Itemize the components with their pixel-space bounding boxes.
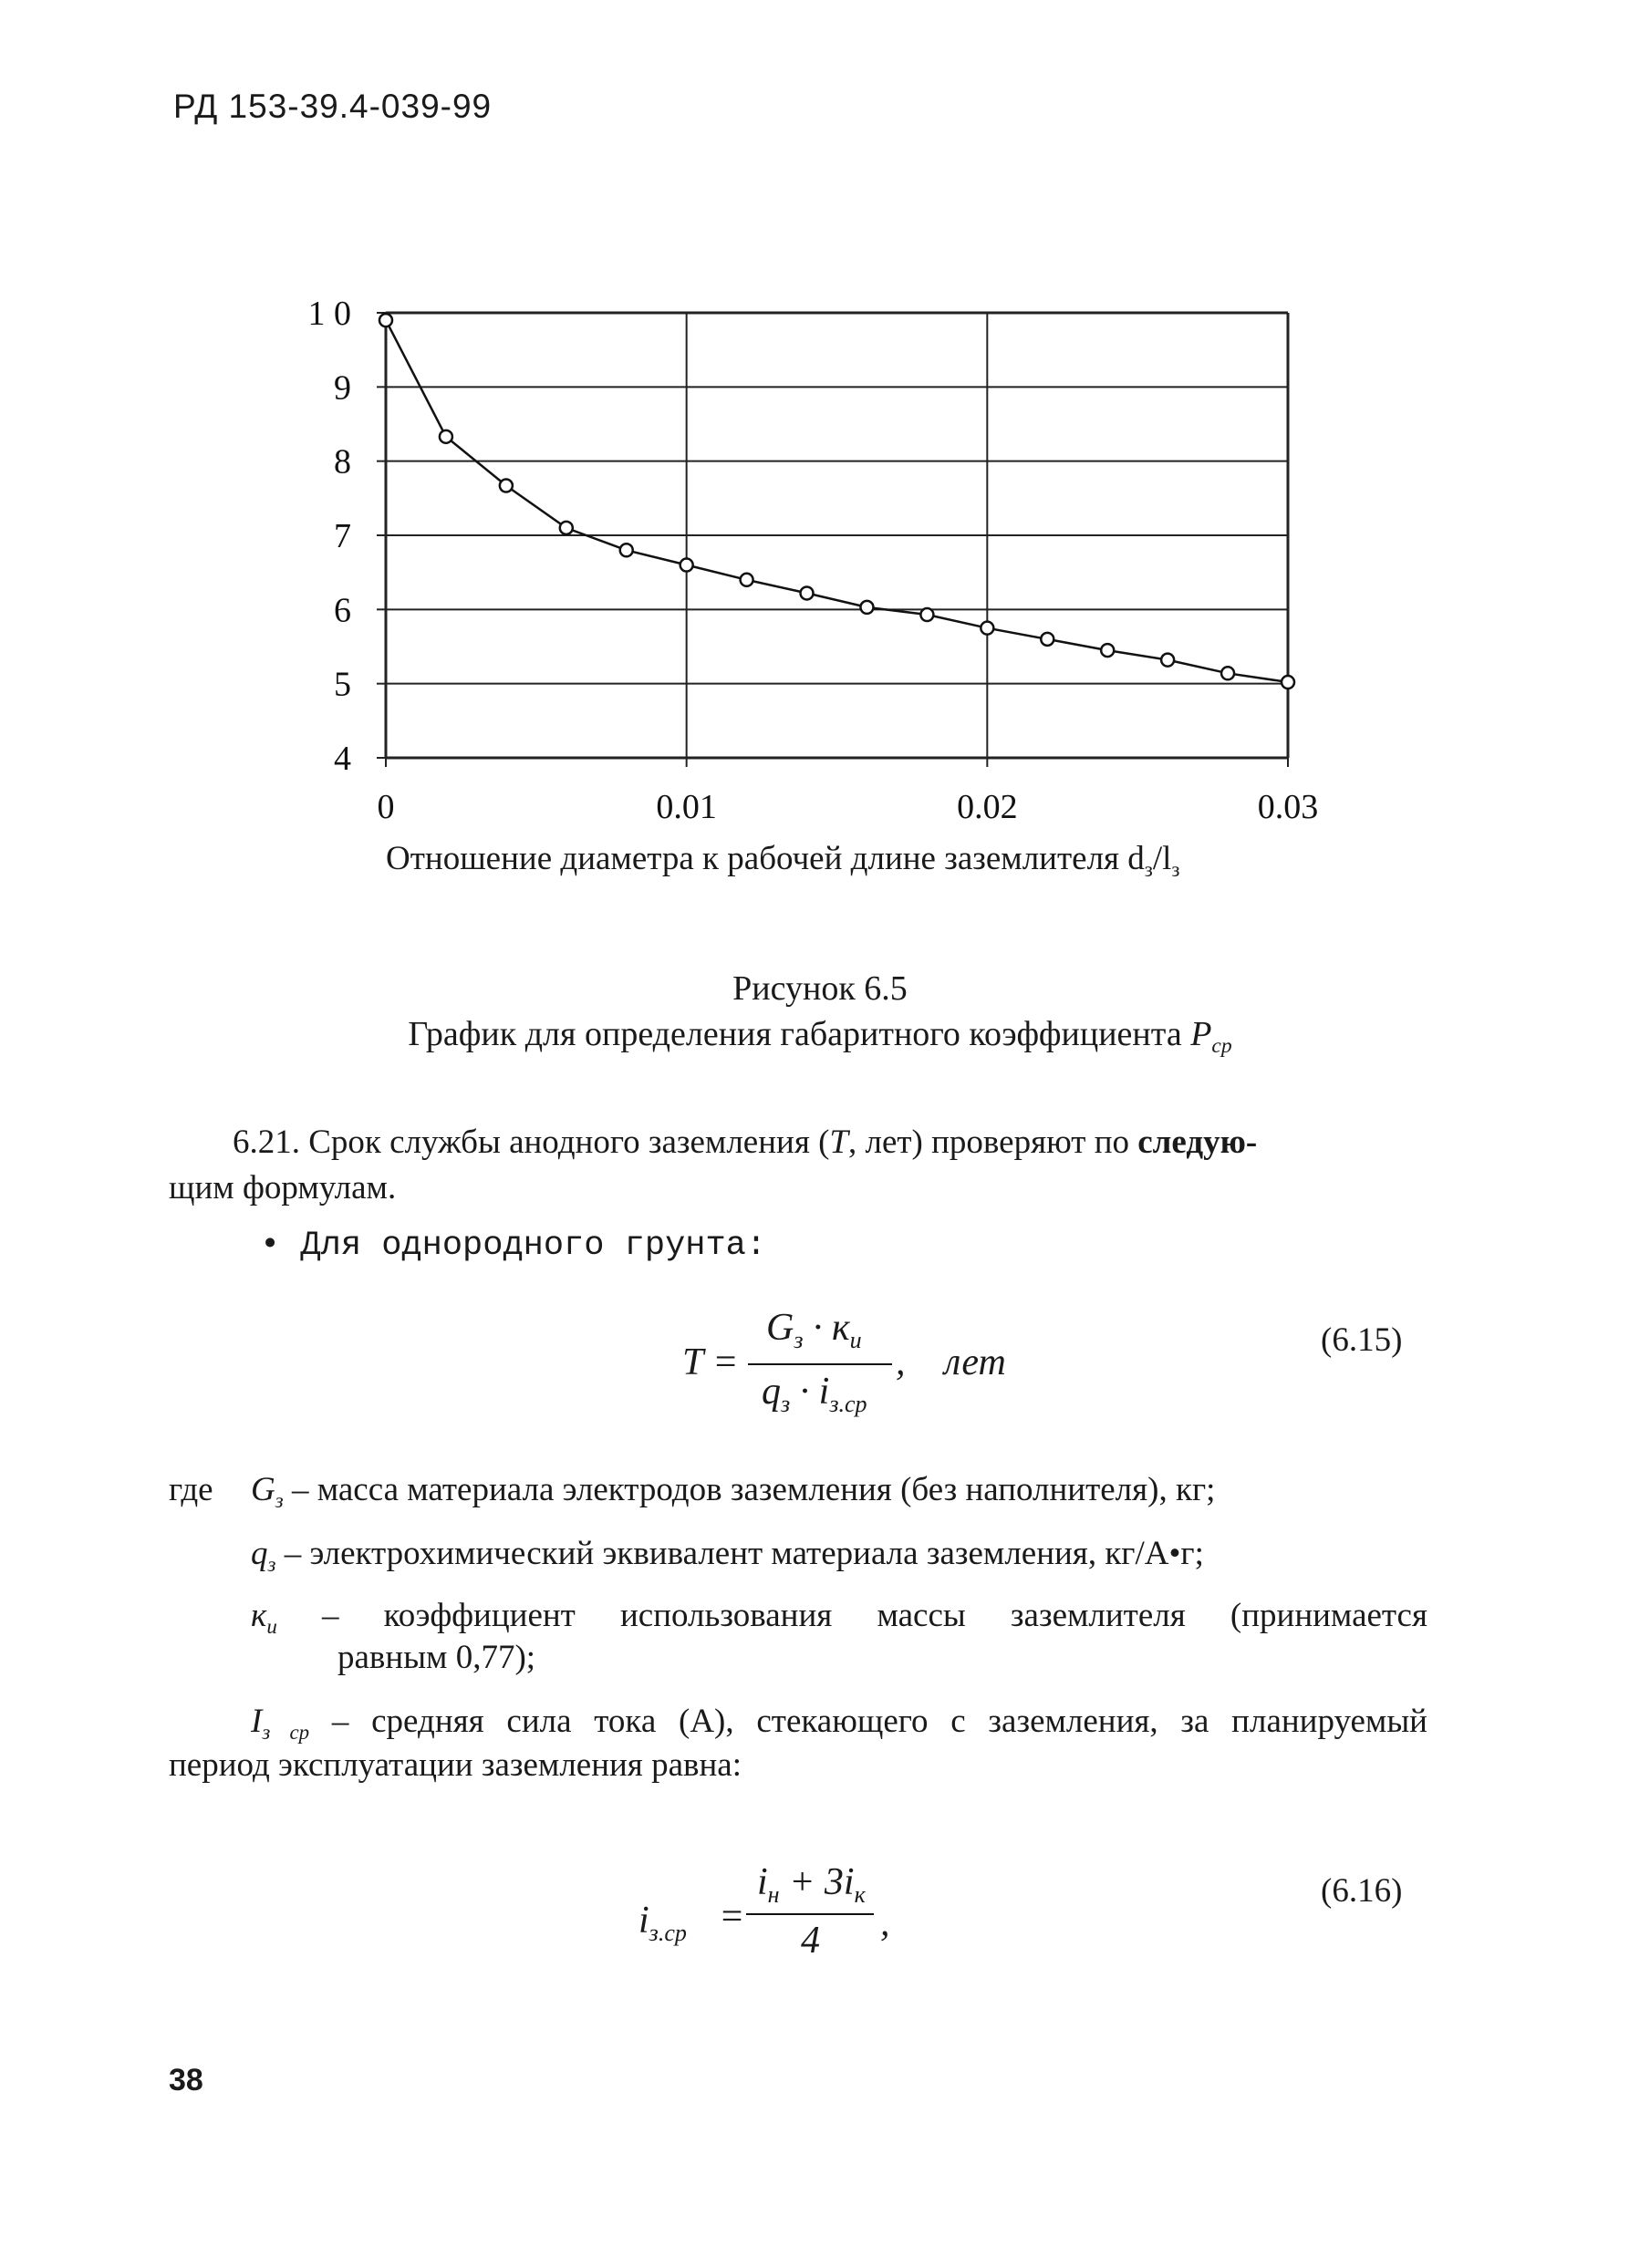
x-axis-label-sub2: з	[1171, 858, 1180, 882]
chart-grid	[386, 313, 1288, 758]
data-point	[1221, 667, 1234, 679]
x-tick-label: 0.03	[1257, 788, 1319, 826]
def-k-sub: и	[266, 1615, 277, 1639]
x-axis-label-slash: /l	[1152, 840, 1172, 877]
f615-den-q-sub: з	[781, 1391, 791, 1418]
def-g-sub: з	[275, 1489, 284, 1513]
paragraph-6-21	[169, 1120, 1427, 1211]
figure-caption-text: График для определения габаритного коэффициента	[408, 1015, 1191, 1053]
f615-num-g-sub: з	[794, 1327, 804, 1354]
tick-labels	[308, 295, 1319, 826]
def-q-symbol: q	[251, 1535, 268, 1572]
y-tick-label: 4	[334, 740, 351, 778]
def-k-text1: – коэффициент использования массы заземлителя (принимается	[276, 1597, 1427, 1634]
p621-part1: 6.21. Срок службы анодного заземления (	[233, 1124, 830, 1161]
def-g-text: – масса материала электродов заземления (без наполнителя), кг;	[283, 1471, 1216, 1508]
line-chart	[0, 0, 1640, 912]
where-word: где	[169, 1471, 213, 1508]
data-point	[620, 544, 633, 556]
formula-6-15-unit: лет	[944, 1341, 1006, 1383]
f616-num-a: i	[757, 1861, 768, 1903]
def-g-symbol: G	[251, 1471, 275, 1508]
y-tick-label: 9	[334, 368, 351, 408]
def-q-text: – электрохимический эквивалент материала заземления, кг/А•г;	[275, 1535, 1204, 1572]
definition-q	[251, 1534, 1427, 1585]
y-tick-label: 7	[334, 517, 351, 555]
formula-6-16-fraction-bar	[746, 1913, 874, 1915]
y-tick-label: 1 0	[307, 295, 351, 333]
p621-var-t: T	[829, 1124, 848, 1161]
definition-k-line2: равным 0,77);	[337, 1639, 536, 1676]
x-axis-label-sub1: з	[1144, 858, 1153, 882]
formula-6-15-comma: ,	[896, 1341, 906, 1383]
formula-6-16-comma: ,	[880, 1902, 890, 1944]
figure-number: Рисунок 6.5	[732, 969, 908, 1008]
formula-6-15-numerator	[766, 1306, 862, 1354]
formula-6-15-denominator	[762, 1370, 867, 1418]
figure-caption-symbol: Р	[1190, 1015, 1212, 1053]
x-tick-label: 0.01	[656, 788, 717, 826]
formula-6-16-numerator	[757, 1860, 866, 1909]
f615-num-k: · к	[803, 1307, 850, 1349]
series-line	[386, 320, 1288, 682]
p621-part2: , лет) проверяют по	[848, 1124, 1138, 1161]
p621-part3: щим формулам.	[169, 1169, 397, 1206]
x-tick-label: 0	[377, 788, 395, 826]
data-point	[860, 601, 873, 614]
data-point	[1101, 644, 1114, 657]
chart-ticks	[377, 313, 1288, 767]
definition-g	[251, 1470, 1427, 1521]
x-axis-label-text: Отношение диаметра к рабочей длине заземлителя d	[386, 840, 1145, 877]
equation-number-6-16: (6.16)	[1321, 1872, 1403, 1910]
f615-num-g: G	[766, 1307, 794, 1349]
f615-den-q: q	[762, 1371, 781, 1413]
data-point	[1041, 633, 1054, 646]
x-axis-label	[386, 839, 1179, 882]
f616-lhs-sub: з.ср	[649, 1920, 687, 1947]
data-point	[560, 522, 573, 534]
data-point	[920, 608, 933, 621]
figure-caption-sub: ср	[1211, 1034, 1232, 1059]
def-i-text1: – средняя сила тока (А), стекающего с заземления, за планируемый	[309, 1703, 1427, 1740]
y-tick-label: 5	[334, 665, 351, 704]
formula-6-15-lhs: T =	[682, 1341, 739, 1383]
data-point	[981, 622, 993, 635]
f616-lhs-i: i	[638, 1900, 649, 1942]
f616-num-b-sub: к	[854, 1881, 866, 1909]
f616-num-a-sub: н	[767, 1881, 780, 1909]
y-tick-label: 8	[334, 442, 351, 482]
f616-num-plus: + 3i	[779, 1861, 855, 1903]
definition-i-line2: период эксплуатации заземления равна:	[169, 1746, 742, 1784]
formula-6-16-denominator: 4	[801, 1920, 820, 1962]
f615-den-i-sub: з.ср	[829, 1391, 867, 1418]
series-points	[379, 314, 1294, 689]
f615-num-k-sub: и	[849, 1327, 862, 1354]
equation-number-6-15: (6.15)	[1321, 1321, 1403, 1359]
data-point	[1282, 676, 1294, 689]
data-point	[500, 480, 513, 492]
figure-caption	[0, 1014, 1640, 1059]
def-q-sub: з	[267, 1553, 276, 1577]
data-point	[801, 586, 814, 599]
y-tick-label: 6	[334, 591, 351, 630]
page-number: 38	[169, 2063, 203, 2097]
formula-6-16-lhs	[638, 1899, 687, 1947]
data-point	[440, 430, 452, 443]
p621-bold: следую-	[1137, 1124, 1258, 1161]
def-i-symbol: I	[251, 1703, 263, 1740]
def-k-symbol: к	[251, 1597, 267, 1634]
def-i-sub: з ср	[262, 1721, 310, 1745]
f615-den-i: · i	[790, 1371, 830, 1413]
data-point	[680, 559, 693, 572]
formula-6-16-eq: =	[719, 1896, 745, 1938]
formula-6-15-fraction-bar	[748, 1363, 892, 1365]
document-code: РД 153-39.4-039-99	[173, 88, 493, 125]
x-tick-label: 0.02	[957, 788, 1018, 826]
data-point	[741, 574, 753, 586]
data-point	[379, 314, 392, 326]
bullet-homogeneous-soil: • Для однородного грунта:	[260, 1227, 767, 1265]
data-point	[1161, 654, 1174, 667]
